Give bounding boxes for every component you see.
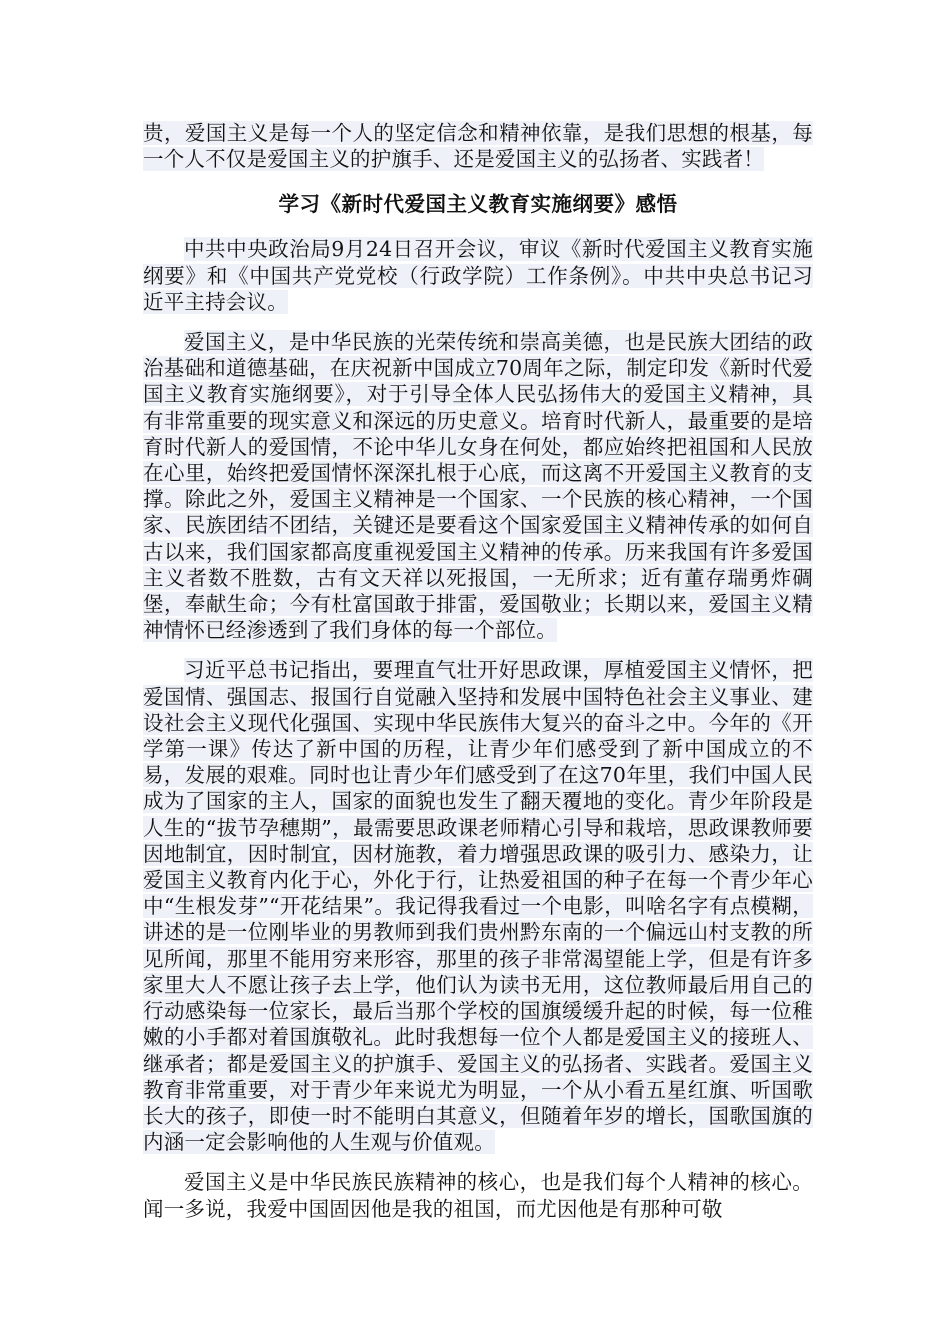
document-title: 学习《新时代爱国主义教育实施纲要》感悟: [278, 192, 678, 217]
paragraph-text: 贵，爱国主义是每一个人的坚定信念和精神依靠，是我们思想的根基，每一个人不仅是爱国主义的护旗手、还是爱国主义的弘扬者、实践者！: [143, 121, 813, 172]
paragraph-text: 爱国主义，是中华民族的光荣传统和崇高美德，也是民族大团结的政治基础和道德基础，在庆祝新中国成立70周年之际，制定印发《新时代爱国主义教育实施纲要》，对于引导全体人民弘扬伟大的爱国主义精神，具有非常重要的现实意义和深远的历史意义。培育时代新人，最重要的是培育时代新人的爱国情，不论中华儿女身在何处，都应始终把祖国和人民放在心里，始终把爱国情怀深深扎根于心底，而这离不开爱国主义教育的支撑。除此之外，爱国主义精神是一个国家、一个民族的核心精神，一个国家、民族团结不团结，关键还是要看这个国家爱国主义精神传承的如何自古以来，我们国家都高度重视爱国主义精神的传承。历来我国有许多爱国主义者数不胜数，古有文天祥以死报国，一无所求；近有董存瑞勇炸碉堡，奉献生命；今有杜富国敢于排雷，爱国敬业；长期以来，爱国主义精神情怀已经渗透到了我们身体的每一个部位。: [143, 330, 813, 643]
paragraph-1: [143, 236, 813, 315]
paragraph-2: [143, 329, 813, 643]
paragraph-text: 爱国主义是中华民族民族精神的核心，也是我们每个人精神的核心。闻一多说，我爱中国固因他是我的祖国，而尤因他是有那种可敬: [143, 1170, 813, 1221]
paragraph-4: [143, 1169, 813, 1221]
continued-paragraph: [143, 120, 813, 172]
paragraph-3: [143, 657, 813, 1155]
paragraph-text: 习近平总书记指出，要理直气壮开好思政课，厚植爱国主义情怀，把爱国情、强国志、报国行自觉融入坚持和发展中国特色社会主义事业、建设社会主义现代化强国、实现中华民族伟大复兴的奋斗之中。今年的《开学第一课》传达了新中国的历程，让青少年们感受到了新中国成立的不易，发展的艰难。同时也让青少年们感受到了在这70年里，我们中国人民成为了国家的主人，国家的面貌也发生了翻天覆地的变化。青少年阶段是人生的“拔节孕穗期”，最需要思政课老师精心引导和栽培，思政课教师要因地制宜，因时制宜，因材施教，着力增强思政课的吸引力、感染力，让爱国主义教育内化于心，外化于行，让热爱祖国的种子在每一个青少年心中“生根发芽”“开花结果”。我记得我看过一个电影，叫啥名字有点模糊，讲述的是一位刚毕业的男教师到我们贵州黔东南的一个偏远山村支教的所见所闻，那里不能用穷来形容，那里的孩子非常渴望能上学，但是有许多家里大人不愿让孩子去上学，他们认为读书无用，这位教师最后用自己的行动感染每一位家长，最后当那个学校的国旗缓缓升起的时候，每一位稚嫩的小手都对着国旗敬礼。此时我想每一位个人都是爱国主义的接班人、继承者；都是爱国主义的护旗手、爱国主义的弘扬者、实践者。爱国主义教育非常重要，对于青少年来说尤为明显，一个从小看五星红旗、听国歌长大的孩子，即使一时不能明白其意义，但随着年岁的增长，国歌国旗的内涵一定会影响他的人生观与价值观。: [143, 658, 813, 1155]
document-page: [143, 120, 813, 1236]
paragraph-text: 中共中央政治局9月24日召开会议，审议《新时代爱国主义教育实施纲要》和《中国共产党党校（行政学院）工作条例》。中共中央总书记习近平主持会议。: [143, 237, 813, 314]
